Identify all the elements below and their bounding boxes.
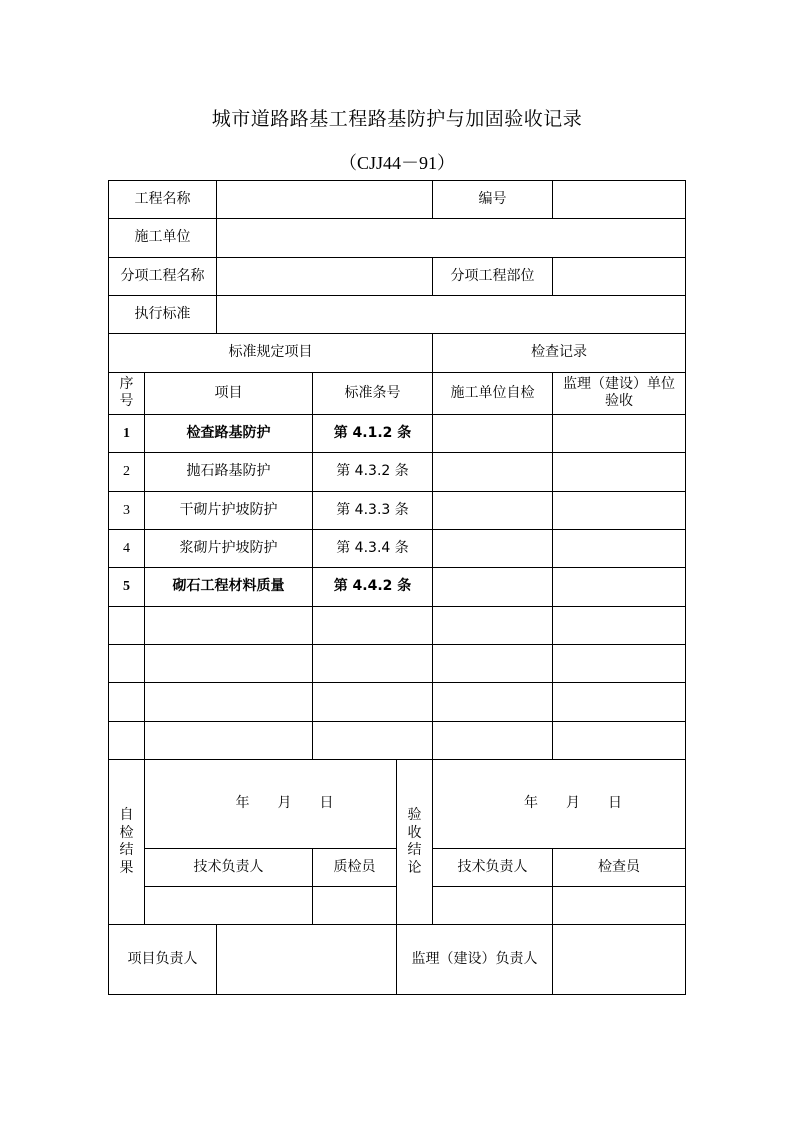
number-label: 编号	[433, 181, 553, 219]
number-field[interactable]	[553, 181, 686, 219]
empty-cell[interactable]	[145, 644, 313, 682]
project-manager-label: 项目负责人	[109, 925, 217, 995]
self-check-month: 月	[277, 795, 292, 812]
self-check-result-label	[109, 759, 145, 924]
acceptance-inspector-signature[interactable]	[553, 887, 686, 925]
col-clause-header: 标准条号	[313, 372, 433, 414]
row-self-check-cell[interactable]	[433, 491, 553, 529]
sub-project-name-field[interactable]	[217, 257, 433, 295]
col-supervision-header: 监理（建设）单位验收	[553, 372, 686, 414]
row-item: 干砌片护坡防护	[145, 491, 313, 529]
empty-cell[interactable]	[313, 683, 433, 721]
row-item: 砌石工程材料质量	[145, 568, 313, 606]
row-seq: 2	[109, 453, 145, 491]
col-item-header: 项目	[145, 372, 313, 414]
project-manager-signature[interactable]	[217, 925, 397, 995]
empty-cell[interactable]	[145, 683, 313, 721]
row-item: 浆砌片护坡防护	[145, 529, 313, 567]
row-seq: 3	[109, 491, 145, 529]
empty-cell[interactable]	[109, 606, 145, 644]
self-check-tech-lead-signature[interactable]	[145, 887, 313, 925]
supervision-lead-signature[interactable]	[553, 925, 686, 995]
standard-label: 执行标准	[109, 295, 217, 333]
row-clause: 第 4.3.4 条	[313, 529, 433, 567]
supervision-lead-label: 监理（建设）负责人	[397, 925, 553, 995]
col-seq-char-1: 序	[119, 375, 134, 392]
project-name-label: 工程名称	[109, 181, 217, 219]
col-seq-header	[109, 372, 145, 414]
column-header-row	[109, 372, 686, 414]
row-seq: 4	[109, 529, 145, 567]
construction-unit-label: 施工单位	[109, 219, 217, 257]
empty-cell[interactable]	[553, 644, 686, 682]
section-standard-items: 标准规定项目	[109, 334, 433, 372]
header-row-unit	[109, 219, 686, 257]
empty-row	[109, 721, 686, 759]
empty-cell[interactable]	[313, 644, 433, 682]
empty-cell[interactable]	[433, 606, 553, 644]
sub-project-name-label: 分项工程名称	[109, 257, 217, 295]
acceptance-tech-lead-signature[interactable]	[433, 887, 553, 925]
row-seq: 1	[109, 415, 145, 453]
empty-cell[interactable]	[433, 683, 553, 721]
empty-cell[interactable]	[553, 721, 686, 759]
row-item: 抛石路基防护	[145, 453, 313, 491]
result-date-row	[109, 759, 686, 848]
empty-row	[109, 606, 686, 644]
empty-cell[interactable]	[553, 606, 686, 644]
self-check-year: 年	[235, 795, 250, 812]
empty-cell[interactable]	[433, 721, 553, 759]
row-seq: 5	[109, 568, 145, 606]
project-name-field[interactable]	[217, 181, 433, 219]
row-self-check-cell[interactable]	[433, 568, 553, 606]
row-clause: 第 4.1.2 条	[313, 415, 433, 453]
acceptance-record-form	[108, 180, 686, 995]
acceptance-char: 结	[407, 842, 422, 859]
self-check-day: 日	[319, 795, 334, 812]
standard-field[interactable]	[217, 295, 686, 333]
row-supervision-cell[interactable]	[553, 453, 686, 491]
empty-cell[interactable]	[109, 683, 145, 721]
empty-row	[109, 683, 686, 721]
header-row-subproject	[109, 257, 686, 295]
row-supervision-cell[interactable]	[553, 415, 686, 453]
empty-cell[interactable]	[313, 606, 433, 644]
empty-cell[interactable]	[553, 683, 686, 721]
row-self-check-cell[interactable]	[433, 529, 553, 567]
acceptance-char: 收	[407, 824, 422, 841]
empty-cell[interactable]	[145, 721, 313, 759]
self-check-tech-lead-label: 技术负责人	[145, 848, 313, 886]
empty-cell[interactable]	[109, 644, 145, 682]
self-check-char: 结	[119, 842, 134, 859]
self-check-char: 果	[119, 859, 134, 876]
col-seq-char-2: 号	[119, 393, 134, 410]
acceptance-year: 年	[524, 795, 538, 812]
self-check-inspector-label: 质检员	[313, 848, 397, 886]
acceptance-char: 论	[407, 859, 422, 876]
self-check-char: 检	[119, 824, 134, 841]
row-self-check-cell[interactable]	[433, 453, 553, 491]
table-row	[109, 453, 686, 491]
table-row	[109, 491, 686, 529]
header-row-project	[109, 181, 686, 219]
empty-cell[interactable]	[433, 644, 553, 682]
acceptance-char: 验	[407, 807, 422, 824]
row-clause: 第 4.4.2 条	[313, 568, 433, 606]
row-self-check-cell[interactable]	[433, 415, 553, 453]
sub-project-part-label: 分项工程部位	[433, 257, 553, 295]
header-row-standard	[109, 295, 686, 333]
acceptance-date	[496, 795, 622, 811]
row-supervision-cell[interactable]	[553, 568, 686, 606]
row-item: 检查路基防护	[145, 415, 313, 453]
empty-cell[interactable]	[109, 721, 145, 759]
row-clause: 第 4.3.3 条	[313, 491, 433, 529]
acceptance-day: 日	[608, 795, 622, 812]
acceptance-inspector-label: 检查员	[553, 848, 686, 886]
table-row	[109, 568, 686, 606]
self-check-date	[208, 795, 334, 811]
empty-row	[109, 644, 686, 682]
empty-cell[interactable]	[313, 721, 433, 759]
section-header-row	[109, 334, 686, 372]
row-clause: 第 4.3.2 条	[313, 453, 433, 491]
col-self-check-header: 施工单位自检	[433, 372, 553, 414]
sub-project-part-field[interactable]	[553, 257, 686, 295]
self-check-result-field[interactable]	[145, 759, 397, 848]
construction-unit-field[interactable]	[217, 219, 686, 257]
table-row	[109, 529, 686, 567]
standard-code: （CJJ44－91）	[338, 153, 455, 173]
page-title: 城市道路路基工程路基防护与加固验收记录	[211, 108, 583, 130]
acceptance-conclusion-label	[397, 759, 433, 924]
acceptance-tech-lead-label: 技术负责人	[433, 848, 553, 886]
footer-row	[109, 925, 686, 995]
acceptance-month: 月	[566, 795, 580, 812]
self-check-inspector-signature[interactable]	[313, 887, 397, 925]
self-check-char: 自	[119, 807, 134, 824]
row-supervision-cell[interactable]	[553, 529, 686, 567]
empty-cell[interactable]	[145, 606, 313, 644]
table-row	[109, 415, 686, 453]
section-check-records: 检查记录	[433, 334, 686, 372]
acceptance-conclusion-field[interactable]	[433, 759, 686, 848]
row-supervision-cell[interactable]	[553, 491, 686, 529]
